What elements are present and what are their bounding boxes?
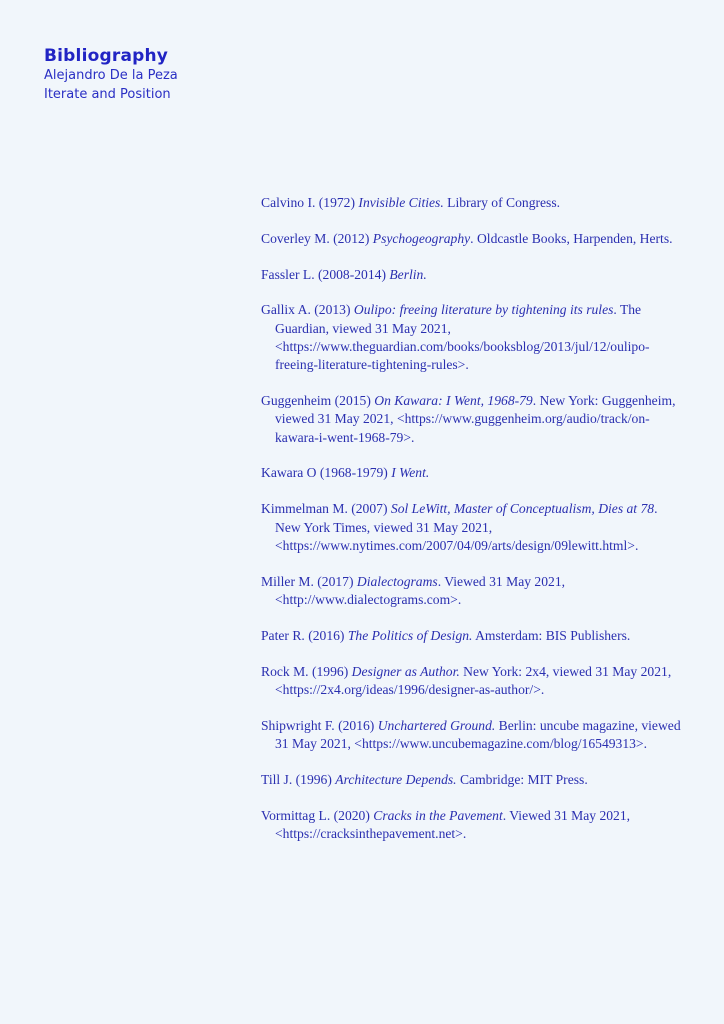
entry-author-year: Kawara O (1968-1979)	[261, 465, 392, 481]
bibliography-entry	[261, 627, 681, 645]
entry-author-year: Shipwright F. (2016)	[261, 717, 378, 733]
entry-title: I Went.	[391, 465, 430, 481]
bibliography-entry	[261, 663, 681, 700]
entry-author-year: Till J. (1996)	[261, 771, 336, 787]
bibliography-entry	[261, 266, 681, 284]
bibliography-list	[261, 194, 681, 861]
entry-title: Cracks in the Pavement	[373, 807, 503, 823]
entry-publication: . Oldcastle Books, Harpenden, Herts.	[470, 230, 673, 246]
entry-publication: Berlin: uncube magazine, viewed 31 May 2021, <https://www.uncubemagazine.com/blog/16549313>.	[275, 717, 681, 751]
entry-publication: . The Guardian, viewed 31 May 2021, <https://www.theguardian.com/books/booksblog/2013/jul/12/oulipo-freeing-literature-tightening-rules>.	[275, 302, 650, 373]
author-name: Alejandro De la Peza	[44, 68, 178, 83]
entry-title: Dialectograms	[356, 573, 438, 589]
project-subtitle: Iterate and Position	[44, 87, 171, 102]
entry-author-year: Gallix A. (2013)	[261, 302, 354, 318]
entry-title: The Politics of Design.	[347, 627, 473, 643]
bibliography-entry	[261, 194, 681, 212]
entry-title: Unchartered Ground.	[377, 717, 496, 733]
page-title: Bibliography	[44, 46, 169, 66]
entry-publication: . New York: Guggenheim, viewed 31 May 2021, <https://www.guggenheim.org/audio/track/on-kawara-i-went-1968-79>.	[275, 393, 676, 445]
entry-author-year: Coverley M. (2012)	[261, 230, 373, 246]
entry-author-year: Rock M. (1996)	[261, 663, 352, 679]
bibliography-entry	[261, 807, 681, 844]
entry-author-year: Pater R. (2016)	[261, 627, 348, 643]
entry-publication: Library of Congress.	[443, 195, 561, 210]
bibliography-entry	[261, 464, 681, 482]
bibliography-entry	[261, 717, 681, 754]
bibliography-entry	[261, 230, 681, 248]
bibliography-entry	[261, 392, 681, 447]
entry-author-year: Guggenheim (2015)	[261, 393, 375, 409]
entry-title: On Kawara: I Went, 1968-79	[374, 393, 533, 409]
bibliography-entry	[261, 573, 681, 610]
entry-publication: . Viewed 31 May 2021, <http://www.dialectograms.com>.	[275, 573, 566, 607]
entry-author-year: Kimmelman M. (2007)	[261, 501, 391, 517]
bibliography-entry	[261, 771, 681, 789]
entry-author-year: Calvino I. (1972)	[261, 195, 359, 210]
entry-title: Psychogeography	[372, 230, 471, 246]
entry-title: Berlin.	[389, 266, 427, 282]
entry-author-year: Vormittag L. (2020)	[261, 807, 374, 823]
entry-title: Architecture Depends.	[335, 771, 457, 787]
entry-publication: New York: 2x4, viewed 31 May 2021, <https://2x4.org/ideas/1996/designer-as-author/>.	[275, 663, 672, 697]
bibliography-entry	[261, 500, 681, 555]
entry-publication: . New York Times, viewed 31 May 2021, <https://www.nytimes.com/2007/04/09/arts/design/09lewitt.html>.	[275, 501, 658, 553]
entry-title: Sol LeWitt, Master of Conceptualism, Dies at 78	[390, 501, 655, 517]
entry-title: Oulipo: freeing literature by tightening its rules	[353, 302, 614, 318]
entry-publication: Amsterdam: BIS Publishers.	[472, 627, 631, 643]
entry-author-year: Fassler L. (2008-2014)	[261, 266, 390, 282]
entry-title: Designer as Author.	[351, 663, 460, 679]
entry-author-year: Miller M. (2017)	[261, 573, 357, 589]
bibliography-entry	[261, 301, 681, 374]
document-header	[44, 46, 178, 104]
entry-title: Invisible Cities.	[358, 195, 444, 210]
entry-publication: . Viewed 31 May 2021, <https://cracksinthepavement.net>.	[275, 807, 631, 841]
entry-publication: Cambridge: MIT Press.	[456, 771, 588, 787]
